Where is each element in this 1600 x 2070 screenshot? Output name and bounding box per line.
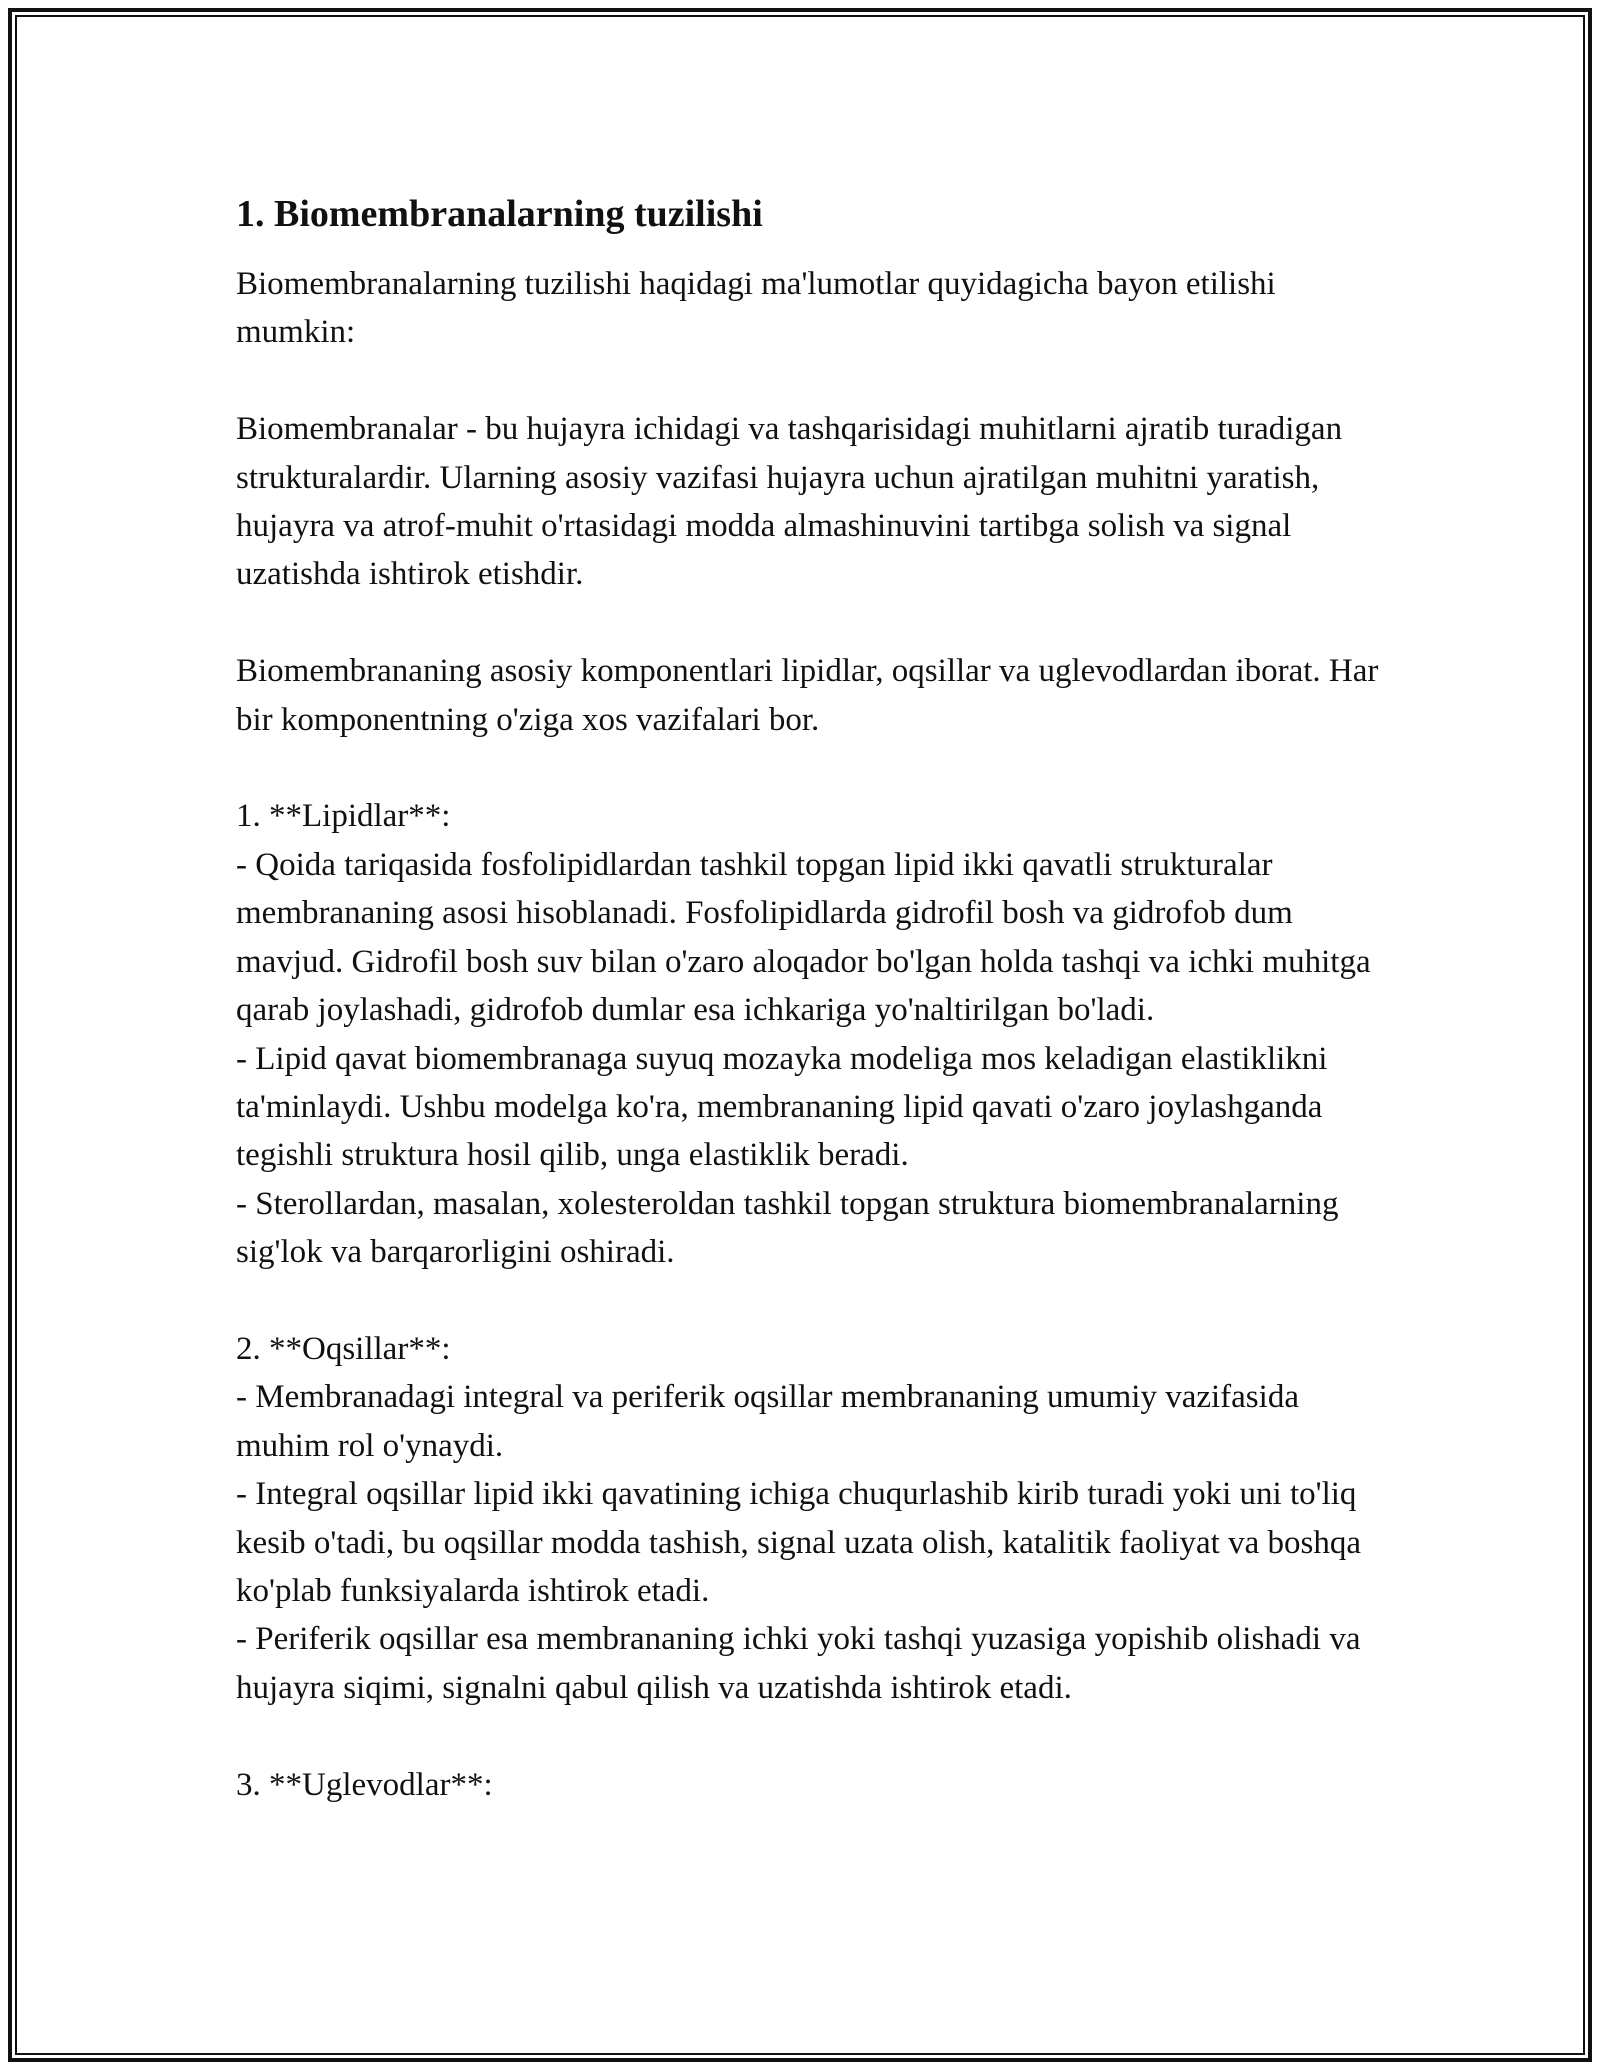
- body-text: Biomembranalarning tuzilishi haqidagi ma'lumotlar quyidagicha bayon etilishi mumkin: Biomembranalar - bu hujayra ichidagi va tashqarisidagi muhitlarni ajratib turadigan strukturalardir. Ularning asosiy vazifasi hujayra uchun ajratilgan muhitni yaratish, hujayra va atrof-muhit o'rtasidagi modda almashinuvini tartibga solish va signal uzatishda ishtirok etishdir. Biomembrananing asosiy komponentlari lipidlar, oqsillar va uglevodlardan iborat. Har bir komponentning o'ziga xos vazifalari bor. 1. **Lipidlar**: - Qoida tariqasida fosfolipidlardan tashkil topgan lipid ikki qavatli strukturalar membrananing asosi hisoblanadi. Fosfolipidlarda gidrofil bosh va gidrofob dum mavjud. Gidrofil bosh suv bilan o'zaro aloqador bo'lgan holda tashqi va ichki muhitga qarab joylashadi, gidrofob dumlar esa ichkariga yo'naltirilgan bo'ladi. - Lipid qavat biomembranaga suyuq mozayka modeliga mos keladigan elastiklikni ta'minlaydi. Ushbu modelga ko'ra, membrananing lipid qavati o'zaro joylashganda tegishli struktura hosil qilib, unga elastiklik beradi. - Sterollardan, masalan, xolesteroldan tashkil topgan struktura biomembranalarning sig'lok va barqarorligini oshiradi. 2. **Oqsillar**: - Membranadagi integral va periferik oqsillar membrananing umumiy vazifasida muhim rol o'ynaydi. - Integral oqsillar lipid ikki qavatining ichiga chuqurlashib kirib turadi yoki uni to'liq kesib o'tadi, bu oqsillar modda tashish, signal uzata olish, katalitik faoliyat va boshqa ko'plab funksiyalarda ishtirok etadi. - Periferik oqsillar esa membrananing ichki yoki tashqi yuzasiga yopishib olishadi va hujayra siqimi, signalni qabul qilish va uzatishda ishtirok etadi. 3. **Uglevodlar**:: [236, 266, 1379, 1803]
- section-heading: 1. Biomembranalarning tuzilishi: [236, 193, 763, 235]
- document-content: [236, 188, 1386, 1809]
